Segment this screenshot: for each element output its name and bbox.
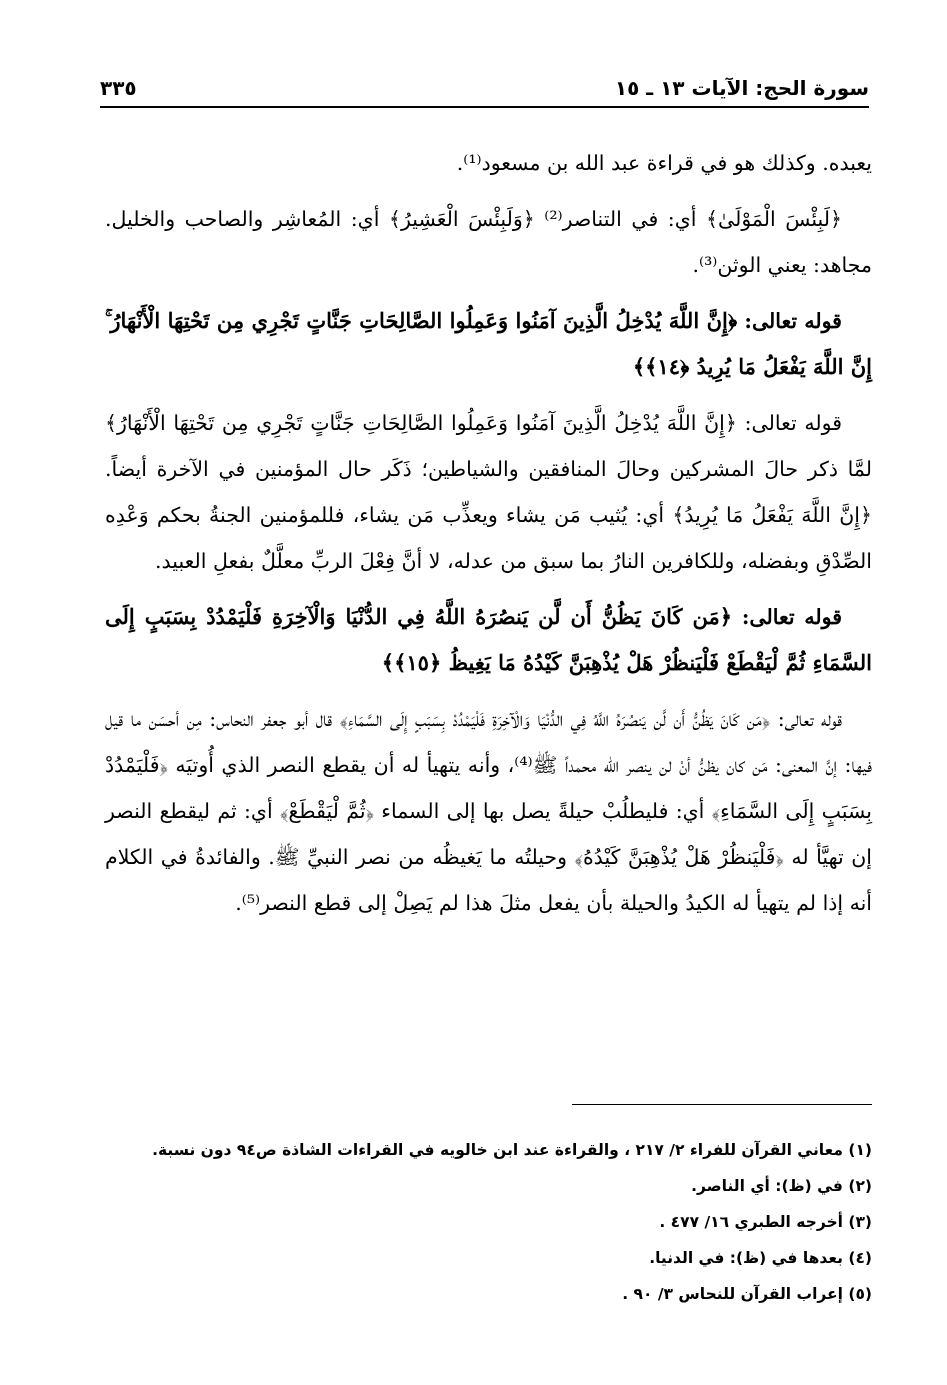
- footnote-5: (٥) إعراب القرآن للنحاس ٣/ ٩٠ .: [622, 1285, 872, 1303]
- footnote-2: (٢) في (ظ): أي الناصر.: [691, 1177, 872, 1195]
- footnote-separator: [572, 1104, 872, 1105]
- page-header: [100, 60, 869, 108]
- footnote-1: (١) معاني القرآن للفراء ٢/ ٢١٧ ، والقراءة عند ابن خالويه في القراءات الشاذة ص٩٤ دون نسبة.: [152, 1141, 872, 1159]
- verse-text: ﴿مَن كَانَ يَظُنُّ أَن لَّن يَنصُرَهُ اللَّهُ فِي الدُّنْيَا وَالْآخِرَةِ فَلْيَمْدُدْ بِسَبَبٍ إِلَى السَّمَاءِ ثُمَّ لْيَقْطَعْ فَلْيَنظُرْ هَلْ يُذْهِبَنَّ كَيْدُهُ مَا يَغِيظُ ﴿١٥﴾﴾: [105, 604, 872, 675]
- page-number: ٣٣٥: [100, 76, 137, 100]
- verse-lead: قوله تعالى:: [741, 605, 842, 629]
- main-text: [105, 140, 872, 936]
- footnote-3: (٣) أخرجه الطبري ١٦/ ٤٧٧ .: [659, 1213, 872, 1231]
- footnote-4: (٤) بعدها في (ظ): في الدنيا.: [649, 1249, 872, 1267]
- verse-text: ﴿إِنَّ اللَّهَ يُدْخِلُ الَّذِينَ آمَنُوا وَعَمِلُوا الصَّالِحَاتِ جَنَّاتٍ تَجْرِي مِن تَحْتِهَا الْأَنْهَارُ ۚ إِنَّ اللَّهَ يَفْعَلُ مَا يُرِيدُ ﴿١٤﴾﴾: [105, 308, 872, 379]
- paragraph-6: قوله تعالى: ﴿مَن كَانَ يَظُنُّ أَن لَّن يَنصُرَهُ اللَّهُ فِي الدُّنْيَا وَالْآخِرَةِ فَلْيَمْدُدْ بِسَبَبٍ إِلَى السَّمَاءِ﴾ قال أبو جعفر النحاس: مِن أحسَن ما قيل فيها: إنَّ المعنى: مَن كان يظنُّ أنْ لن ينصر الله محمداً ﷺ⁽⁴⁾، وأنه يتهيأ له أن يقطع النصر الذي أُوتيَه ﴿فَلْيَمْدُدْ بِسَبَبٍ إِلَى السَّمَاءِ﴾ أي: فليطلُبْ حيلةً يصل بها إلى السماء ﴿ثُمَّ لْيَقْطَعْ﴾ أي: ثم ليقطع النصر إن تهيَّأ له ﴿فَلْيَنظُرْ هَلْ يُذْهِبَنَّ كَيْدُهُ﴾ وحيلتُه ما يَغيظُه من نصر النبيِّ ﷺ. والفائدةُ في الكلام أنه إذا لم يتهيأ له الكيدُ والحيلة بأن يفعل مثلَ هذا لم يَصِلْ إلى قطع النصر⁽⁵⁾.: [105, 707, 872, 915]
- paragraph-1: يعبده. وكذلك هو في قراءة عبد الله بن مسعود⁽¹⁾.: [456, 151, 872, 175]
- verse-lead: قوله تعالى:: [744, 309, 842, 333]
- verse-heading-14: [105, 298, 872, 390]
- footnotes: [105, 1132, 872, 1312]
- verse-heading-15: [105, 594, 872, 686]
- paragraph-2: ﴿لَبِئْسَ الْمَوْلَىٰ﴾ أي: في التناصر⁽²⁾ ﴿وَلَبِئْسَ الْعَشِيرُ﴾ أي: المُعاشِر والصاحب والخليل. مجاهد: يعني الوثن⁽³⁾.: [105, 207, 872, 277]
- running-title: سورة الحج: الآيات ١٣ ـ ١٥: [614, 76, 869, 100]
- paragraph-4: قوله تعالى: ﴿إِنَّ اللَّهَ يُدْخِلُ الَّذِينَ آمَنُوا وَعَمِلُوا الصَّالِحَاتِ جَنَّاتٍ تَجْرِي مِن تَحْتِهَا الْأَنْهَارُ﴾ لمَّا ذكر حالَ المشركين وحالَ المنافقين والشياطين؛ ذَكَر حال المؤمنين في الآخرة أيضاً. ﴿إِنَّ اللَّهَ يَفْعَلُ مَا يُرِيدُ﴾ أي: يُثيب مَن يشاء ويعذِّب مَن يشاء، فللمؤمنين الجنةُ بحكم وَعْدِه الصِّدْقِ وبفضله، وللكافرين النارُ بما سبق من عدله، لا أنَّ فِعْلَ الربِّ معلَّلٌ بفعلِ العبيد.: [105, 411, 872, 573]
